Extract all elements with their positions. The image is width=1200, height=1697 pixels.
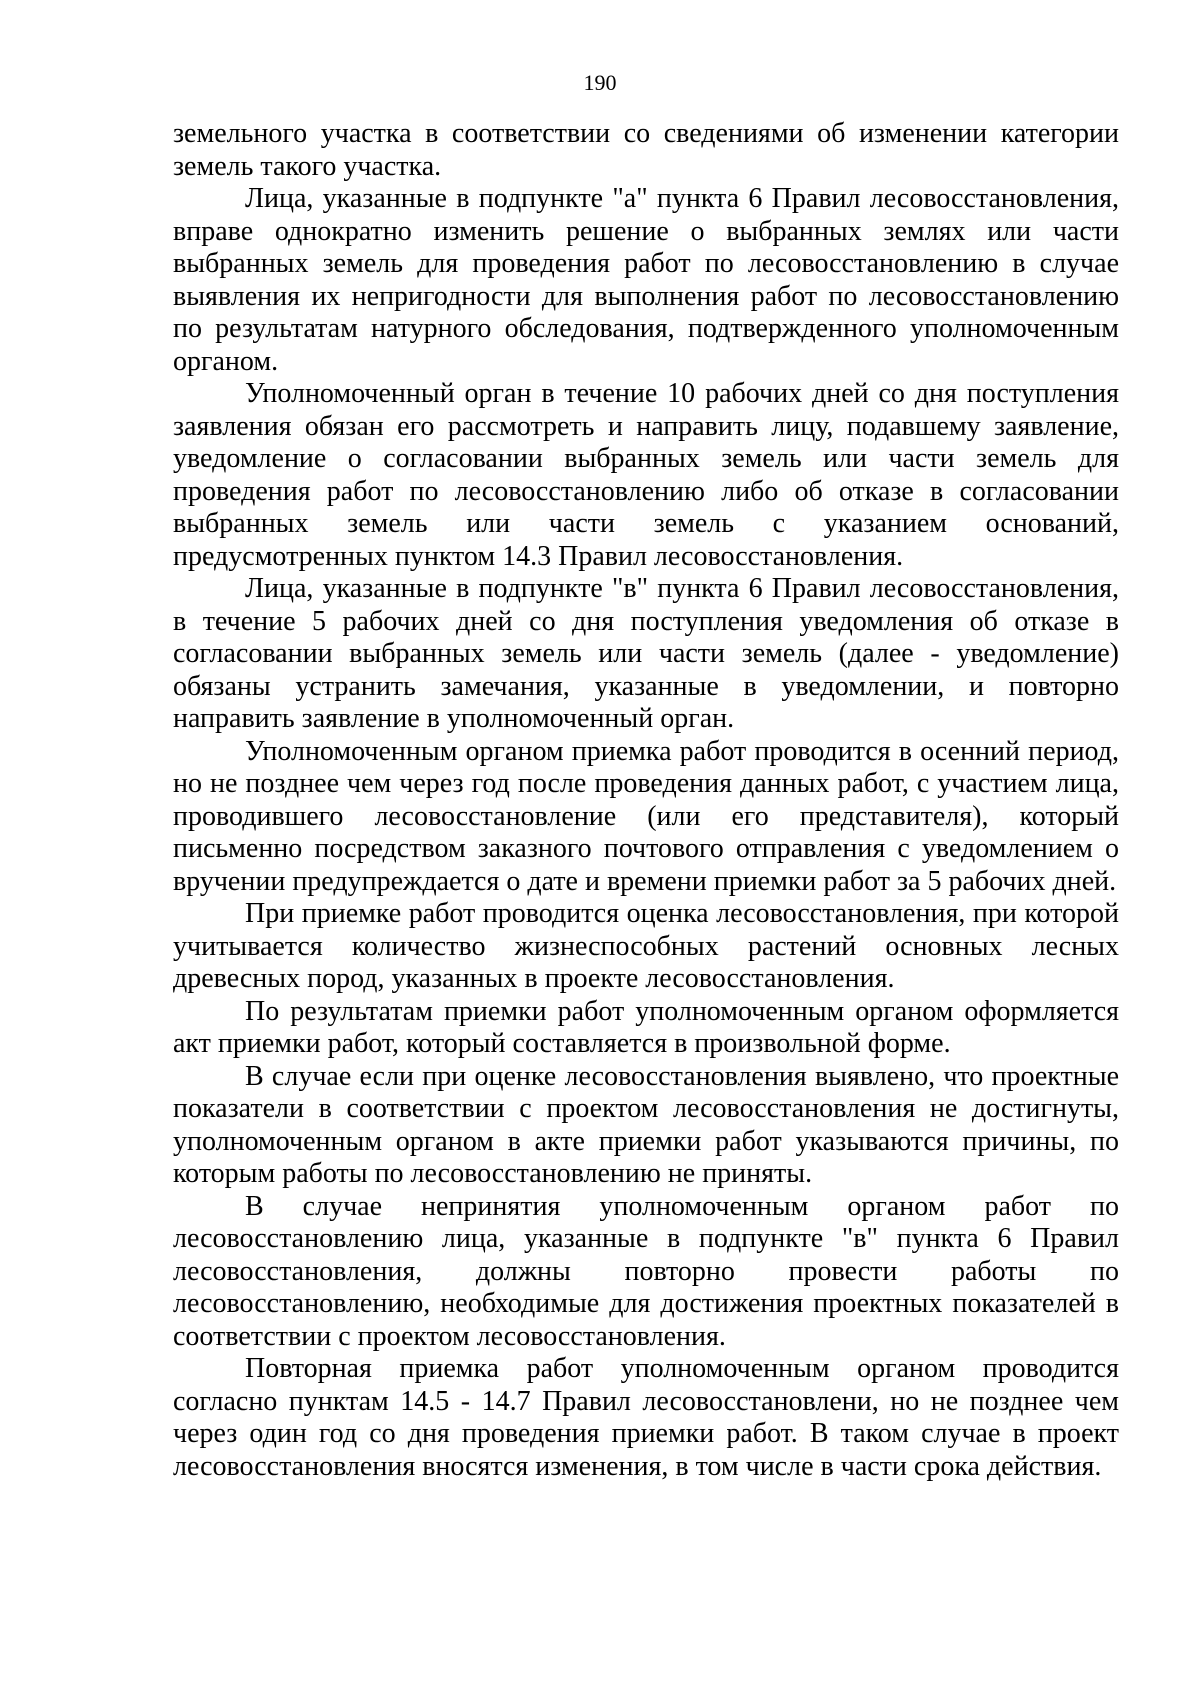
paragraph: Уполномоченный орган в течение 10 рабочих дней со дня поступления заявления обязан его рассмотреть и направить лицу, подавшему заявление, уведомление о согласовании выбранных земель или части земель для проведения работ по лесовосстановлению либо об отказе в согласовании выбранных земель или части земель с указанием оснований, предусмотренных пунктом 14.3 Правил лесовосстановления. xyxy=(173,378,1119,572)
paragraph: При приемке работ проводится оценка лесовосстановления, при которой учитывается количество жизнеспособных растений основных лесных древесных пород, указанных в проекте лесовосстановления. xyxy=(173,898,1119,994)
paragraph: В случае если при оценке лесовосстановления выявлено, что проектные показатели в соответствии с проектом лесовосстановления не достигнуты, уполномоченным органом в акте приемки работ указываются причины, по которым работы по лесовосстановлению не приняты. xyxy=(173,1060,1119,1189)
paragraph: По результатам приемки работ уполномоченным органом оформляется акт приемки работ, который составляется в произвольной форме. xyxy=(173,995,1119,1059)
paragraph: Лица, указанные в подпункте "а" пункта 6 Правил лесовосстановления, вправе однократно изменить решение о выбранных землях или части выбранных земель для проведения работ по лесовосстановлению в случае выявления их непригодности для выполнения работ по лесовосстановлению по результатам натурного обследования, подтвержденного уполномоченным органом. xyxy=(173,183,1119,377)
paragraph: Уполномоченным органом приемка работ проводится в осенний период, но не позднее чем через год после проведения данных работ, с участием лица, проводившего лесовосстановление (или его представителя), который письменно посредством заказного почтового отправления с уведомлением о вручении предупреждается о дате и времени приемки работ за 5 рабочих дней. xyxy=(173,735,1119,897)
page-number: 190 xyxy=(583,70,617,95)
paragraph: Лица, указанные в подпункте "в" пункта 6 Правил лесовосстановления, в течение 5 рабочих дней со дня поступления уведомления об отказе в согласовании выбранных земель или части земель (далее - уведомление) обязаны устранить замечания, указанные в уведомлении, и повторно направить заявление в уполномоченный орган. xyxy=(173,573,1119,734)
paragraph: Повторная приемка работ уполномоченным органом проводится согласно пунктам 14.5 - 14.7 Правил лесовосстановлени, но не позднее чем через один год со дня проведения приемки работ. В таком случае в проект лесовосстановления вносятся изменения, в том числе в части срока действия. xyxy=(173,1353,1119,1482)
paragraph: В случае непринятия уполномоченным органом работ по лесовосстановлению лица, указанные в подпункте "в" пункта 6 Правил лесовосстановления, должны повторно провести работы по лесовосстановлению, необходимые для достижения проектных показателей в соответствии с проектом лесовосстановления. xyxy=(173,1190,1119,1352)
paragraph: земельного участка в соответствии со сведениями об изменении категории земель такого участка. xyxy=(173,118,1119,182)
body-text xyxy=(173,118,1119,1483)
